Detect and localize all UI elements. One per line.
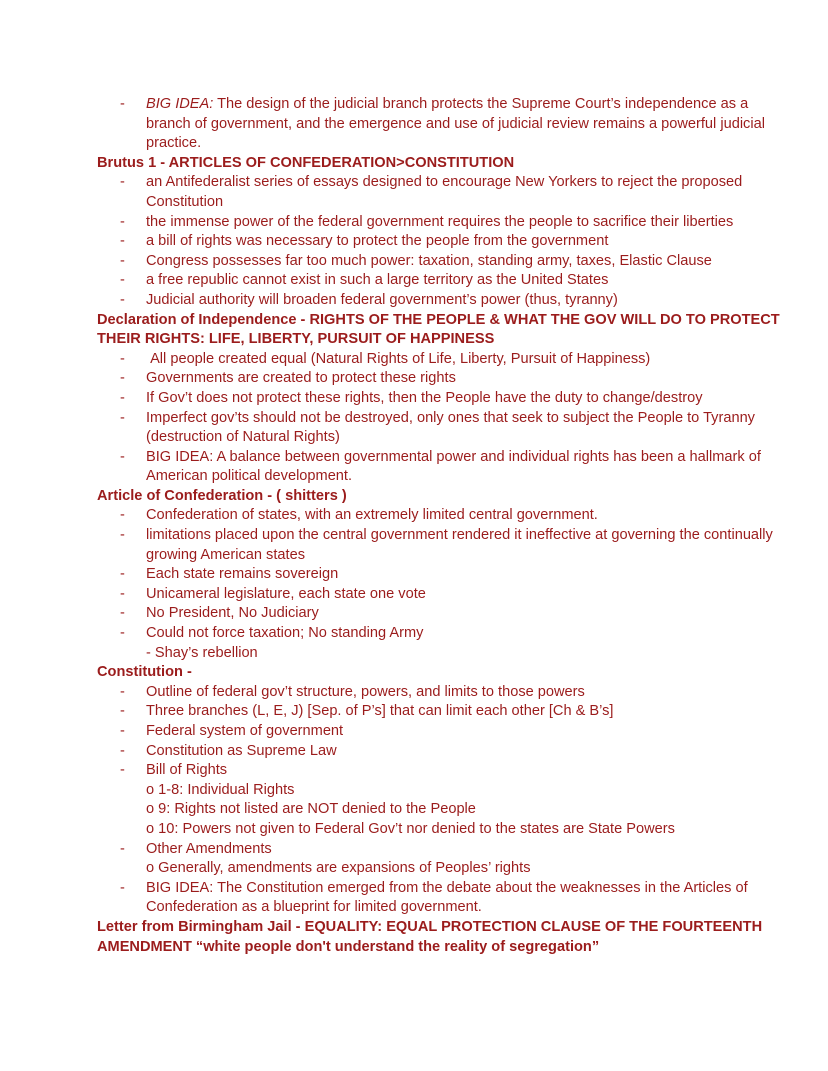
list-item xyxy=(120,271,796,291)
list-item-text: Other Amendments xyxy=(146,840,272,857)
list-item xyxy=(120,350,796,370)
bullet-dash: - xyxy=(120,448,125,465)
document-page xyxy=(0,95,828,957)
list-item xyxy=(120,369,796,389)
bullet-dash: - xyxy=(120,879,125,896)
list-item xyxy=(120,409,796,448)
list-item-text: Each state remains sovereign xyxy=(146,566,339,583)
section-heading-constitution: Constitution - xyxy=(97,664,192,681)
list-item-text: Congress possesses far too much power: taxation, standing army, taxes, Elastic Clause xyxy=(146,252,712,269)
list-item xyxy=(120,506,796,526)
bullet-dash: - xyxy=(120,291,125,308)
list-item xyxy=(120,840,796,860)
sub-item: - Shay’s rebellion xyxy=(146,644,258,661)
bullet-dash: - xyxy=(120,370,125,387)
big-idea-judicial xyxy=(120,95,796,154)
list-item-text: Imperfect gov’ts should not be destroyed, only ones that seek to subject the People to Tyranny (destruction of Natural Rights) xyxy=(146,409,755,446)
big-idea-label: BIG IDEA: xyxy=(146,96,214,112)
bullet-dash: - xyxy=(120,605,125,622)
list-item xyxy=(120,291,796,311)
sub-item: o 10: Powers not given to Federal Gov’t nor denied to the states are State Powers xyxy=(146,820,675,837)
sub-item: o 9: Rights not listed are NOT denied to the People xyxy=(146,801,476,818)
section-heading-brutus: Brutus 1 - ARTICLES OF CONFEDERATION>CONSTITUTION xyxy=(97,154,515,171)
list-item xyxy=(120,213,796,233)
list-item-text: Judicial authority will broaden federal government’s power (thus, tyranny) xyxy=(146,291,618,308)
list-item-text: Bill of Rights xyxy=(146,762,228,779)
list-item xyxy=(120,761,796,781)
section-heading-articles: Article of Confederation - ( shitters ) xyxy=(97,487,347,504)
bullet-dash: - xyxy=(120,233,125,250)
bullet-dash: - xyxy=(120,272,125,289)
list-item-text: a free republic cannot exist in such a large territory as the United States xyxy=(146,272,609,289)
list-item-text: If Gov’t does not protect these rights, then the People have the duty to change/destroy xyxy=(146,389,703,406)
list-item xyxy=(120,742,796,762)
sub-item: o Generally, amendments are expansions of Peoples’ rights xyxy=(146,860,531,877)
list-item-text: No President, No Judiciary xyxy=(146,605,319,622)
bullet-dash: - xyxy=(120,252,125,269)
section-heading-birmingham: Letter from Birmingham Jail - EQUALITY: EQUAL PROTECTION CLAUSE OF THE FOURTEENTH AMENDMENT “white people don't understand the reality of segregation” xyxy=(97,918,763,955)
list-item-text: limitations placed upon the central government rendered it ineffective at governing the continually growing American states xyxy=(146,527,773,563)
list-item-text: Unicameral legislature, each state one vote xyxy=(146,585,426,602)
bullet-dash: - xyxy=(120,566,125,583)
bullet-dash: - xyxy=(120,213,125,230)
bullet-dash: - xyxy=(120,174,125,191)
list-item-text: Federal system of government xyxy=(146,723,344,739)
section-heading-declaration: Declaration of Independence - RIGHTS OF THE PEOPLE & WHAT THE GOV WILL DO TO PROTECT THEIR RIGHTS: LIFE, LIBERTY, PURSUIT OF HAPPINESS xyxy=(97,311,780,348)
list-item xyxy=(120,585,796,605)
bullet-dash: - xyxy=(120,527,125,544)
list-item-text: the immense power of the federal government requires the people to sacrifice their liberties xyxy=(146,213,734,230)
list-item-text: Outline of federal gov’t structure, powers, and limits to those powers xyxy=(146,683,585,700)
bullet-dash: - xyxy=(120,625,125,642)
big-idea-text: The design of the judicial branch protects the Supreme Court’s independence as a branch of government, and the emergence and use of judicial review remains a powerful judicial practice. xyxy=(146,96,765,152)
bullet-dash: - xyxy=(120,742,125,759)
bullet-dash: - xyxy=(120,350,125,367)
list-item xyxy=(120,252,796,272)
list-item-text: Confederation of states, with an extremely limited central government. xyxy=(146,507,598,524)
list-item xyxy=(120,702,796,722)
bullet-dash: - xyxy=(120,96,125,112)
list-item-text: Could not force taxation; No standing Army xyxy=(146,625,424,642)
list-item-text: Constitution as Supreme Law xyxy=(146,742,337,759)
bullet-dash: - xyxy=(120,585,125,602)
list-item xyxy=(120,565,796,585)
list-item-text: an Antifederalist series of essays designed to encourage New Yorkers to reject the proposed Constitution xyxy=(146,174,743,210)
list-item xyxy=(120,232,796,252)
bullet-dash: - xyxy=(120,389,125,406)
list-item-text: All people created equal (Natural Rights of Life, Liberty, Pursuit of Happiness) xyxy=(146,350,651,367)
list-item xyxy=(120,683,796,703)
list-item xyxy=(120,624,796,644)
list-item xyxy=(120,173,796,212)
bullet-dash: - xyxy=(120,840,125,857)
list-item-text: a bill of rights was necessary to protect the people from the government xyxy=(146,233,609,250)
bullet-dash: - xyxy=(120,507,125,524)
list-item xyxy=(120,604,796,624)
list-item-text: BIG IDEA: A balance between governmental power and individual rights has been a hallmark of American political development. xyxy=(146,448,761,485)
list-item-text: Three branches (L, E, J) [Sep. of P’s] that can limit each other [Ch & B’s] xyxy=(146,703,614,720)
bullet-dash: - xyxy=(120,409,125,426)
list-item-text: BIG IDEA: The Constitution emerged from the debate about the weaknesses in the Articles of Confederation as a blueprint for limited government. xyxy=(146,879,748,916)
list-item xyxy=(120,389,796,409)
list-item xyxy=(120,526,796,565)
list-item-text: Governments are created to protect these rights xyxy=(146,370,456,387)
sub-item: o 1-8: Individual Rights xyxy=(146,781,295,798)
bullet-dash: - xyxy=(120,762,125,779)
list-item xyxy=(120,722,796,742)
bullet-dash: - xyxy=(120,703,125,720)
list-item xyxy=(120,879,796,918)
bullet-dash: - xyxy=(120,723,125,739)
bullet-dash: - xyxy=(120,683,125,700)
list-item xyxy=(120,448,796,487)
